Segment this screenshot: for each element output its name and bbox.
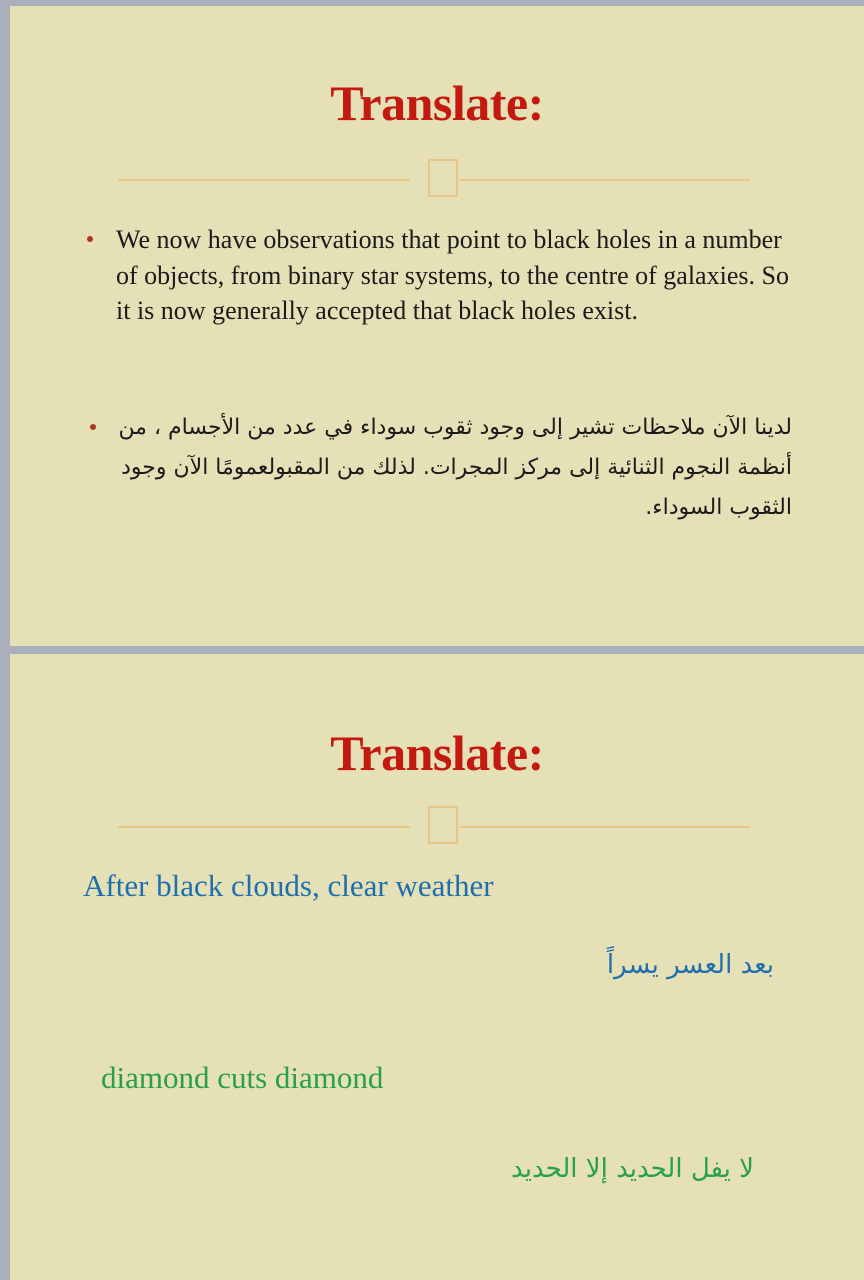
english-proverb-1: After black clouds, clear weather bbox=[83, 868, 494, 903]
english-bullet-text: We now have observations that point to black holes in a number of objects, from binary star systems, to the centre of galaxies. So it is now generally accepted that black holes exist. bbox=[116, 225, 789, 325]
arabic-bullet-text: لدينا الآن ملاحظات تشير إلى وجود ثقوب سوداء في عدد من الأجسام ، من أنظمة النجوم الثنائية إلى مركز المجرات. لذلك من المقبولعمومًا الآن وجود الثقوب السوداء. bbox=[118, 415, 792, 520]
bullet-icon bbox=[90, 424, 96, 430]
slide-title: Translate: bbox=[330, 75, 544, 131]
slide-2 bbox=[10, 654, 864, 1280]
arabic-proverb-2: لا يفل الحديد إلا الحديد bbox=[511, 1154, 754, 1184]
title-divider bbox=[10, 806, 864, 848]
divider-line-right bbox=[460, 826, 750, 828]
divider-line-left bbox=[118, 179, 410, 181]
divider-box-ornament bbox=[428, 806, 458, 844]
bullet-icon bbox=[87, 236, 93, 242]
arabic-proverb-1: بعد العسر يسراً bbox=[606, 950, 774, 980]
title-divider bbox=[10, 159, 864, 201]
divider-line-right bbox=[460, 179, 750, 181]
slide-title: Translate: bbox=[330, 725, 544, 781]
divider-box-ornament bbox=[428, 159, 458, 197]
divider-line-left bbox=[118, 826, 410, 828]
slide-1 bbox=[10, 6, 864, 646]
english-proverb-2: diamond cuts diamond bbox=[101, 1060, 384, 1095]
